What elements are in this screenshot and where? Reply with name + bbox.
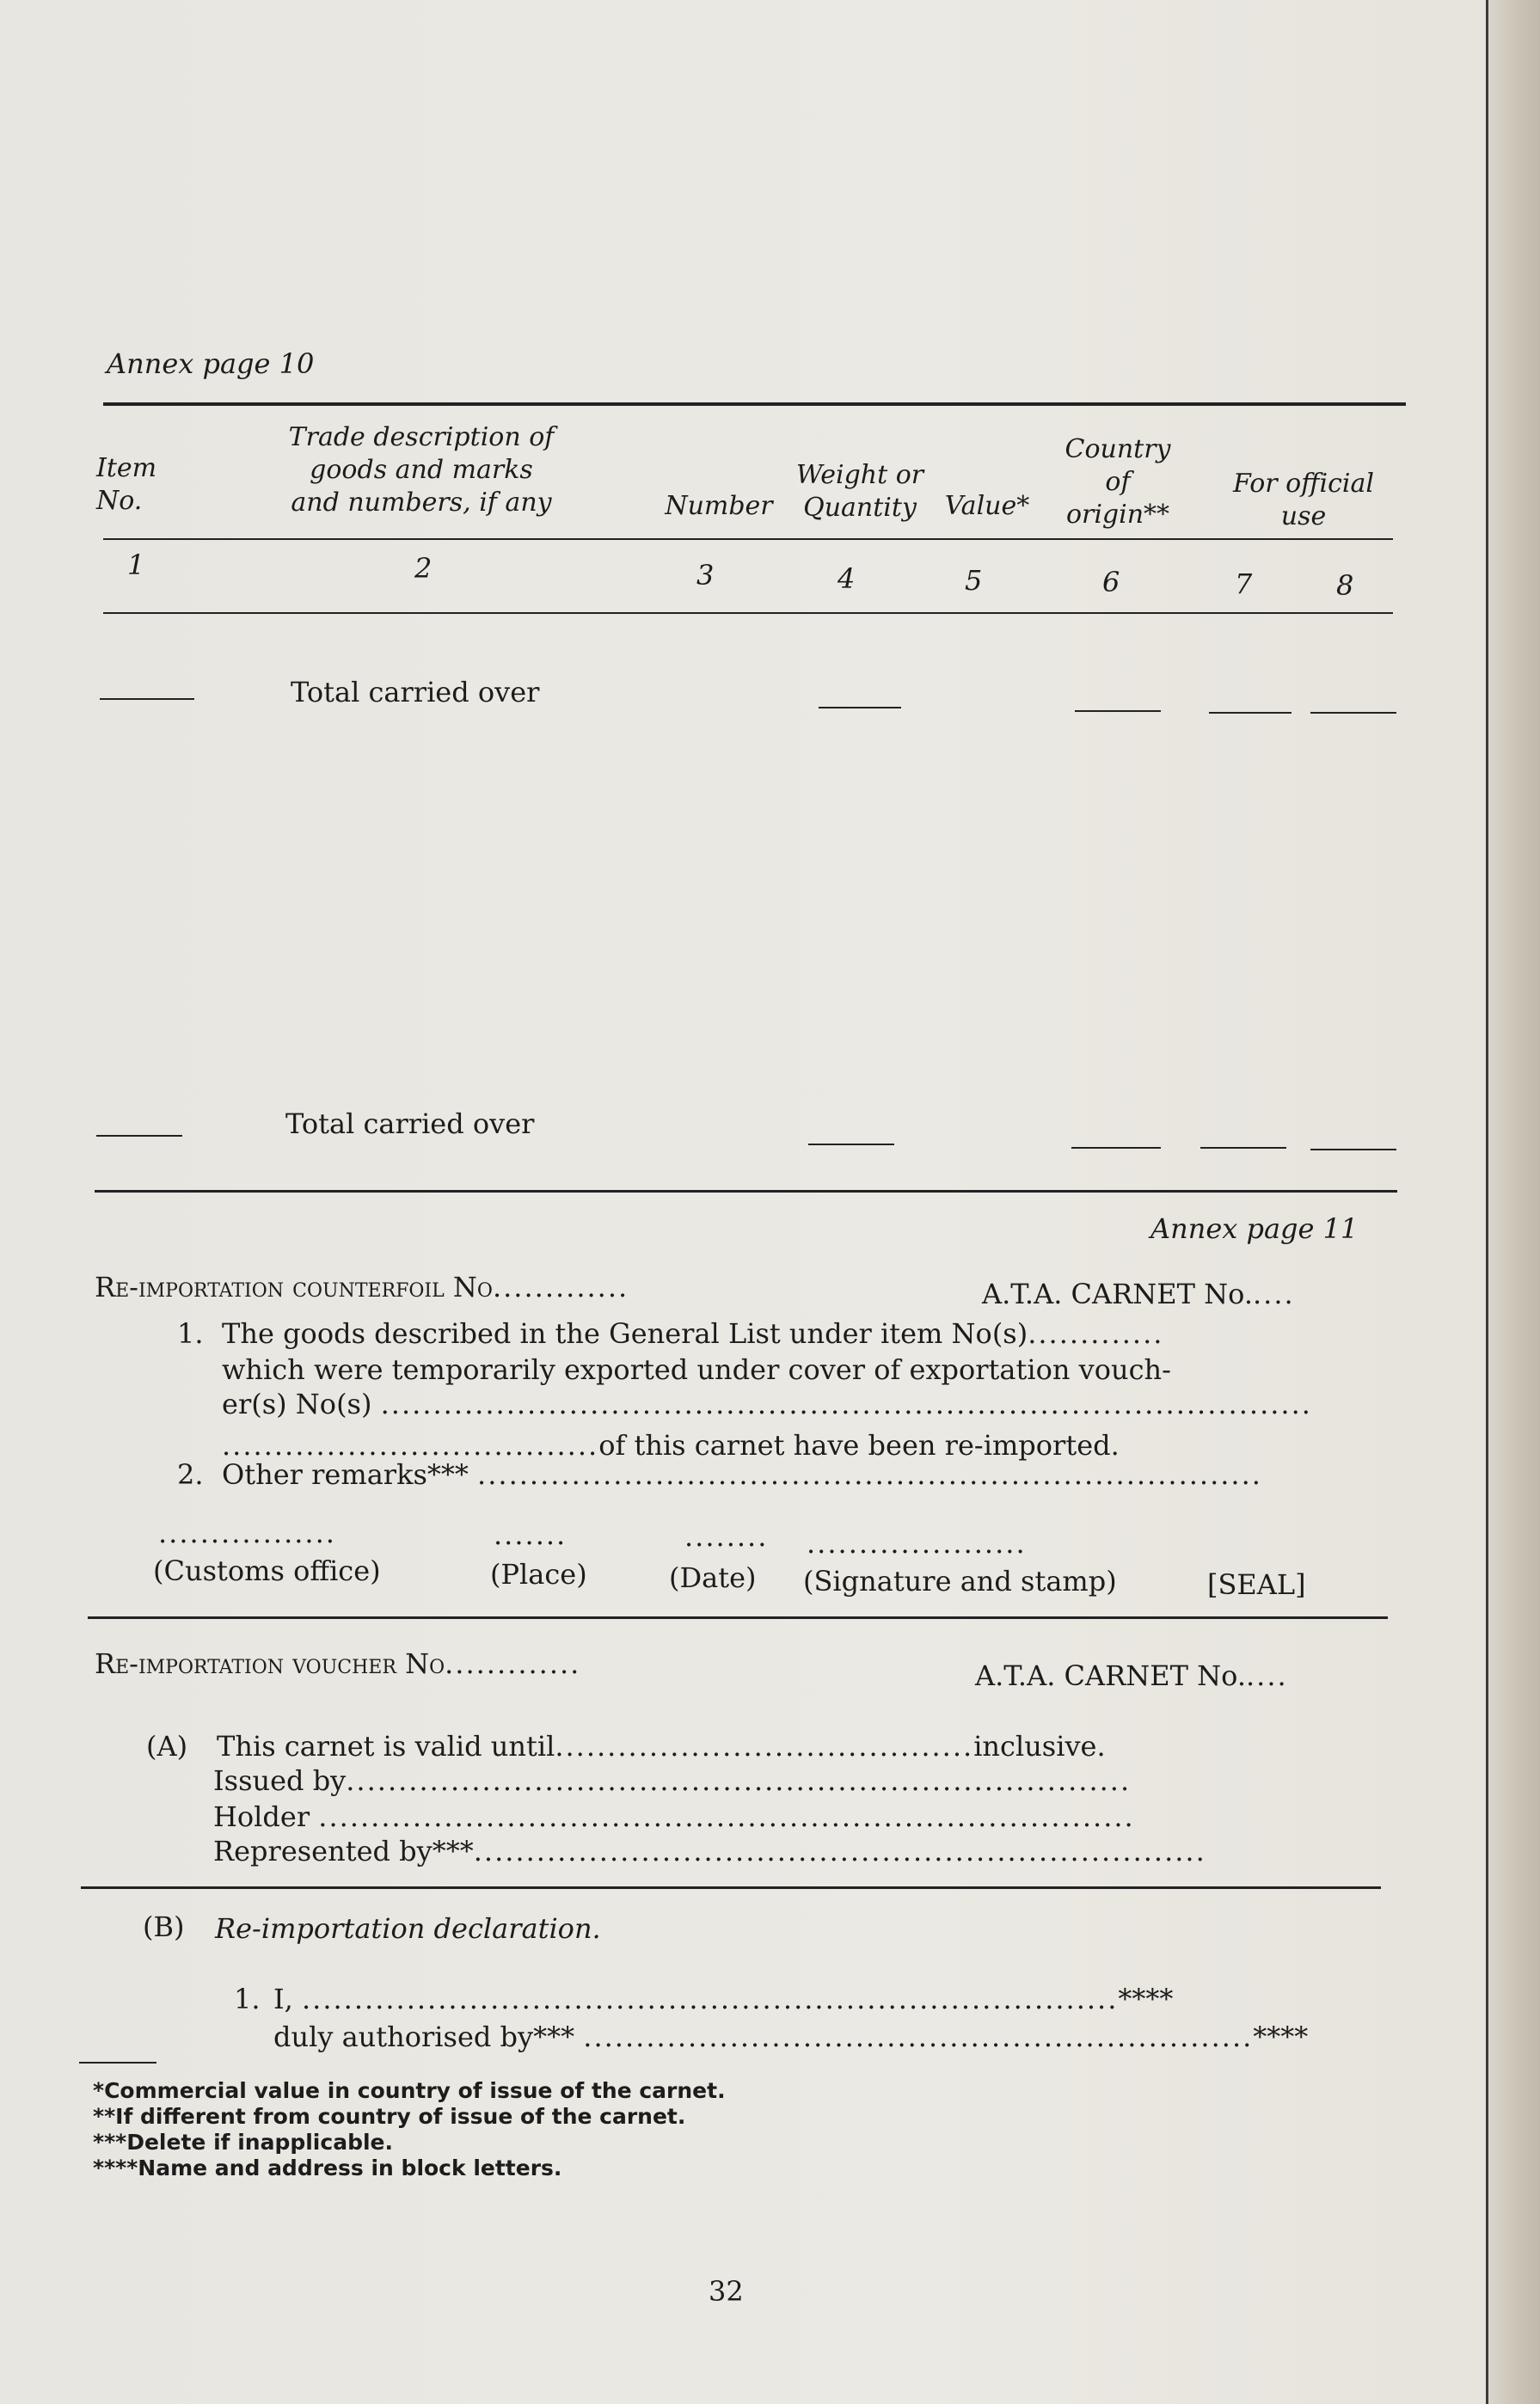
counterfoil-item-1-line-2: which were temporarily exported under cover of exportation vouch- bbox=[222, 1353, 1171, 1386]
header-number: Number bbox=[665, 491, 773, 521]
holder-field: .............................................................................. bbox=[318, 1800, 1135, 1833]
declaration-item-number: 1. bbox=[234, 1983, 261, 2015]
issued-by-field: ........................................................................... bbox=[346, 1764, 1132, 1797]
voucher-label: Re-importation voucher No bbox=[95, 1647, 445, 1680]
customs-office-label: (Customs office) bbox=[153, 1555, 381, 1587]
section-a-label: (A) bbox=[146, 1730, 188, 1763]
counterfoil-carnet-no bbox=[982, 1278, 1295, 1310]
represented-by-label: Represented by*** bbox=[213, 1835, 474, 1867]
counterfoil-item-1-number: 1. bbox=[177, 1317, 204, 1350]
annex-11-title: Annex page 11 bbox=[1150, 1212, 1359, 1245]
col-number-5: 5 bbox=[965, 564, 983, 597]
counterfoil-cut-line bbox=[88, 1616, 1388, 1619]
annex-10-title: Annex page 10 bbox=[107, 347, 315, 380]
voucher-heading bbox=[95, 1647, 580, 1680]
counterfoil-number-field: ............. bbox=[492, 1271, 629, 1303]
col-number-7: 7 bbox=[1235, 567, 1253, 600]
issued-by-label: Issued by bbox=[213, 1764, 347, 1797]
item-numbers-field: ............. bbox=[1028, 1317, 1164, 1350]
header-trade-description: Trade description of goods and marks and numbers, if any bbox=[288, 422, 555, 518]
declarant-footnote-mark: **** bbox=[1118, 1983, 1174, 2015]
counterfoil-heading bbox=[95, 1271, 629, 1303]
col-number-3: 3 bbox=[696, 559, 715, 592]
footnote-2: **If different from country of issue of the carnet. bbox=[93, 2104, 686, 2129]
inclusive-label: inclusive. bbox=[973, 1730, 1106, 1763]
duly-authorised-line bbox=[273, 2021, 1308, 2053]
duly-authorised-label: duly authorised by*** bbox=[273, 2021, 575, 2053]
table-top-rule bbox=[103, 402, 1406, 406]
counterfoil-item-2-number: 2. bbox=[177, 1458, 204, 1491]
voucher-number-field: ............. bbox=[445, 1647, 581, 1680]
voucher-numbers-field-continued: .................................... bbox=[222, 1429, 599, 1462]
valid-until-line bbox=[217, 1730, 1106, 1763]
declaration-i-label: I, bbox=[273, 1983, 293, 2015]
voucher-carnet-no-field: .... bbox=[1245, 1659, 1288, 1692]
carnet-no-field: .... bbox=[1252, 1278, 1295, 1310]
other-remarks-field: ........................................................................... bbox=[477, 1458, 1262, 1491]
re-importation-declaration-title: Re-importation declaration. bbox=[215, 1912, 601, 1945]
place-label: (Place) bbox=[490, 1558, 587, 1591]
numbers-rule bbox=[103, 612, 1393, 614]
seal-label: [SEAL] bbox=[1207, 1568, 1306, 1601]
footnote-1: *Commercial value in country of issue of the carnet. bbox=[93, 2078, 726, 2103]
voucher-numbers-field: ......................................................................................... bbox=[380, 1388, 1312, 1420]
col-number-1: 1 bbox=[127, 549, 145, 581]
declarant-field: .............................................................................. bbox=[301, 1983, 1119, 2015]
header-value: Value* bbox=[944, 491, 1030, 521]
annex-10-bottom-rule bbox=[95, 1190, 1397, 1193]
voucher-carnet-no-label: A.T.A. CARNET No. bbox=[975, 1659, 1246, 1692]
section-a-rule bbox=[81, 1886, 1381, 1889]
represented-by-field: ...................................................................... bbox=[473, 1835, 1206, 1867]
voucher-carnet-no bbox=[975, 1659, 1288, 1692]
bottom-dash-value bbox=[808, 1144, 894, 1145]
col-number-6: 6 bbox=[1102, 566, 1120, 598]
header-country-of-origin: Country of origin** bbox=[1065, 434, 1171, 530]
valid-until-label: This carnet is valid until bbox=[217, 1730, 555, 1763]
valid-until-field: ........................................ bbox=[555, 1730, 974, 1763]
re-imported-text: of this carnet have been re-imported. bbox=[598, 1429, 1120, 1462]
holder-label: Holder bbox=[213, 1800, 310, 1833]
total-dash-extra bbox=[1310, 712, 1396, 714]
counterfoil-item-1-line-4 bbox=[222, 1429, 1120, 1462]
col-number-8: 8 bbox=[1336, 569, 1354, 602]
counterfoil-item-2 bbox=[222, 1458, 1262, 1491]
represented-by-line bbox=[213, 1835, 1206, 1867]
total-dash-value bbox=[819, 707, 901, 708]
section-b-label: (B) bbox=[143, 1910, 185, 1943]
counterfoil-item-1-line-3 bbox=[222, 1388, 1312, 1420]
holder-line bbox=[213, 1800, 1135, 1833]
bottom-dash-extra bbox=[1310, 1149, 1396, 1150]
declaration-i-line bbox=[273, 1983, 1173, 2015]
item-1-text: The goods described in the General List under item No(s) bbox=[222, 1317, 1028, 1350]
page-number: 32 bbox=[709, 2275, 744, 2308]
counterfoil-item-1-line-1 bbox=[222, 1317, 1163, 1350]
date-field: ........ bbox=[684, 1520, 769, 1553]
book-binding-edge bbox=[1488, 0, 1540, 2404]
bottom-dash-country bbox=[1071, 1147, 1161, 1149]
date-label: (Date) bbox=[669, 1561, 757, 1594]
other-remarks-label: Other remarks*** bbox=[222, 1458, 469, 1491]
col-number-4: 4 bbox=[837, 562, 856, 595]
carnet-no-label: A.T.A. CARNET No. bbox=[982, 1278, 1253, 1310]
counterfoil-label: Re-importation counterfoil No bbox=[95, 1271, 493, 1303]
footnote-rule bbox=[79, 2062, 156, 2064]
total-dash-item bbox=[100, 698, 194, 700]
bottom-dash-item bbox=[96, 1135, 182, 1137]
header-for-official-use: For official use bbox=[1233, 469, 1374, 531]
total-dash-official bbox=[1209, 712, 1292, 714]
signature-field: ..................... bbox=[807, 1527, 1027, 1560]
customs-office-field: ................. bbox=[158, 1517, 336, 1549]
header-item-no: Item No. bbox=[96, 453, 157, 516]
total-carried-over-bottom: Total carried over bbox=[285, 1107, 535, 1140]
duly-authorised-field: ................................................................ bbox=[583, 2021, 1254, 2053]
issued-by-line bbox=[213, 1764, 1131, 1797]
bottom-dash-official bbox=[1200, 1147, 1286, 1149]
place-field: ....... bbox=[494, 1518, 568, 1551]
header-rule bbox=[103, 538, 1393, 540]
vouchers-label: er(s) No(s) bbox=[222, 1388, 372, 1420]
footnote-4: ****Name and address in block letters. bbox=[93, 2156, 562, 2180]
col-number-2: 2 bbox=[414, 552, 433, 585]
footnote-3: ***Delete if inapplicable. bbox=[93, 2130, 393, 2155]
total-dash-country bbox=[1075, 710, 1161, 712]
signature-stamp-label: (Signature and stamp) bbox=[803, 1565, 1117, 1598]
total-carried-over-top: Total carried over bbox=[291, 676, 540, 708]
binding-line bbox=[1486, 0, 1488, 2404]
header-weight-quantity: Weight or Quantity bbox=[795, 460, 924, 523]
duly-authorised-footnote-mark: **** bbox=[1253, 2021, 1309, 2053]
